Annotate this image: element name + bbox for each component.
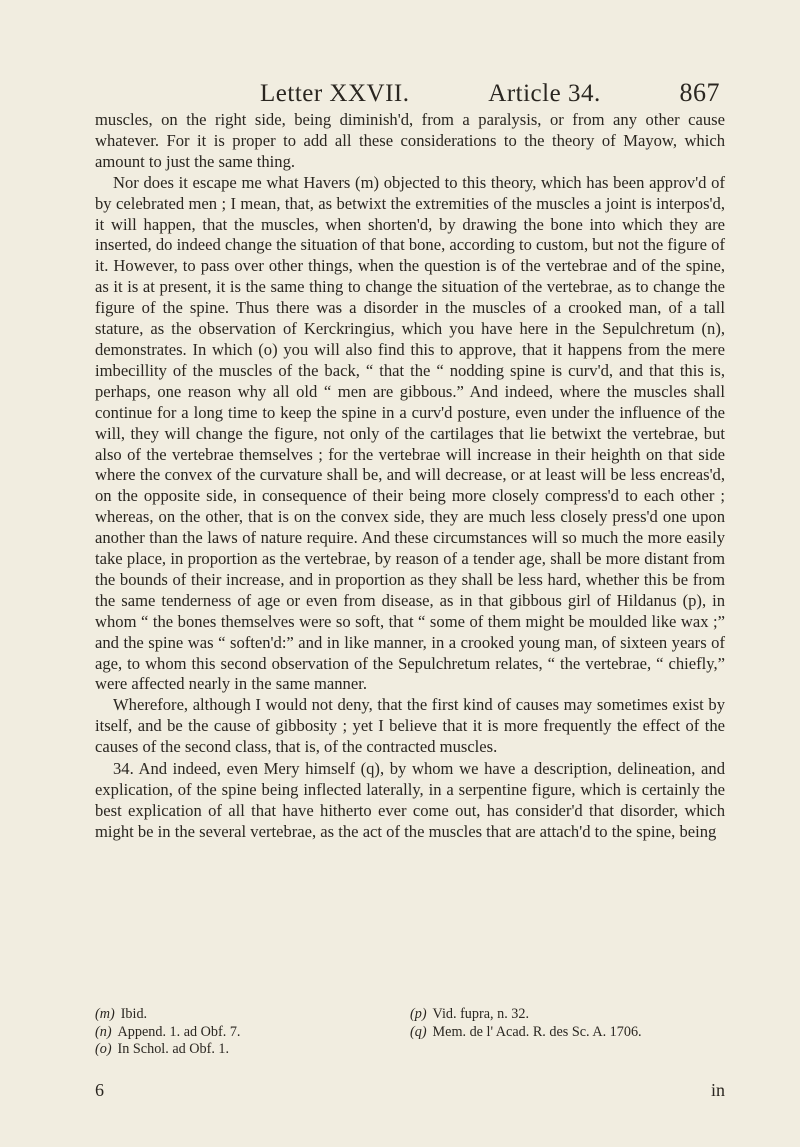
paragraph: Nor does it escape me what Havers (m) objected to this theory, which has been approv'd of by celebrated men ; I mean, that, as betwixt the extremities of the muscles a joint is interpos'd, it will happen, that the muscles, when shorten'd, by drawing the bone into which they are inserted, do indeed change the situation of that bone, according to custom, but not the figure of it. However, to pass over other things, when the question is of the vertebrae and of the spine, as it is at present, it is the same thing to change the situation of the vertebrae, as to change the figure of the spine. Thus there was a disorder in the muscles of a crooked man, of a tall stature, as the observation of Kerckringius, which you have here in the Sepulchretum (n), demonstrates. In which (o) you will also find this to approve, that it happens from the mere imbecillity of the muscles of the back, “ that the “ nodding spine is curv'd, and that this is, perhaps, one reason why all old “ men are gibbous.” And indeed, where the muscles shall continue for a long time to keep the spine in a curv'd posture, even under the influence of the will, they will change the figure, not only of the cartilages that lie betwixt the vertebrae, but also of the vertebrae themselves ; for the vertebrae will increase in their heighth on that side where the convex of the curvature shall be, and will decrease, or at least will be less encreas'd, on the opposite side, in consequence of their being more closely compress'd to each other ; whereas, on the other, that is on the convex side, they are much less closely press'd one upon another than the laws of nature require. And these circumstances will so much the more easily take place, in proportion as the vertebrae, by reason of a tender age, shall be more distant from the bounds of their increase, and in proportion as they shall be less hard, whether this be from the same tenderness of age or even from disease, as in that gibbous girl of Hildanus (p), in whom “ the bones themselves were so soft, that “ some of them might be moulded like wax ;” and the spine was “ soften'd:” and in like manner, in a crooked young man, of sixteen years of age, to whom this second observation of the Sepulchretum relates, “ the vertebrae, “ chiefly,” were affected nearly in the same manner. [95, 172, 725, 694]
section-paragraph: 34. And indeed, even Mery himself (q), by whom we have a description, delineation, and explication, of the spine being inflected laterally, in a serpentine figure, which is certainly the best explication of all that have hitherto ever come out, has consider'd that disorder, which might be in the several vertebrae, as the act of the muscles that are attach'd to the spine, being [95, 759, 725, 841]
paragraph: Wherefore, although I would not deny, that the first kind of causes may sometimes exist by itself, and be the cause of gibbosity ; yet I believe that it is more frequently the effect of the causes of the second class, that is, of the contracted muscles. [95, 695, 725, 757]
footnote [95, 1024, 410, 1042]
footnotes-right [410, 1006, 725, 1059]
footnote-mark: (o) [95, 1041, 112, 1057]
running-title: Letter XXVII. [260, 80, 410, 107]
page-number: 867 [679, 78, 720, 107]
main-text [95, 110, 725, 843]
footnotes [95, 1006, 725, 1059]
footnote [95, 1006, 410, 1024]
footnotes-left [95, 1006, 410, 1059]
page-footer [95, 1080, 725, 1101]
signature-mark: 6 [95, 1080, 104, 1100]
footnote-mark: (n) [95, 1023, 112, 1040]
article-label: Article 34. [488, 80, 601, 107]
footnote [95, 1041, 410, 1059]
footnote-mark: (p) [410, 1006, 427, 1022]
footnote [410, 1024, 725, 1042]
footnote-mark: (m) [95, 1006, 115, 1022]
paragraph: muscles, on the right side, being diminish'd, from a paralysis, or from any other cause whatever. For it is proper to add all these considerations to the theory of Mayow, which amount to just the same thing. [95, 110, 725, 171]
footnote-text: Vid. fupra, n. 32. [432, 1006, 530, 1022]
footnote-mark: (q) [410, 1023, 427, 1040]
footnote-text: Append. 1. ad Obf. 7. [117, 1023, 241, 1040]
footnote-text: Ibid. [120, 1006, 148, 1022]
running-header [260, 78, 720, 108]
footnote-text: Mem. de l' Acad. R. des Sc. A. 1706. [432, 1023, 642, 1040]
catchword: in [710, 1080, 725, 1100]
footnote-text: In Schol. ad Obf. 1. [117, 1041, 230, 1057]
footnote [410, 1006, 725, 1024]
